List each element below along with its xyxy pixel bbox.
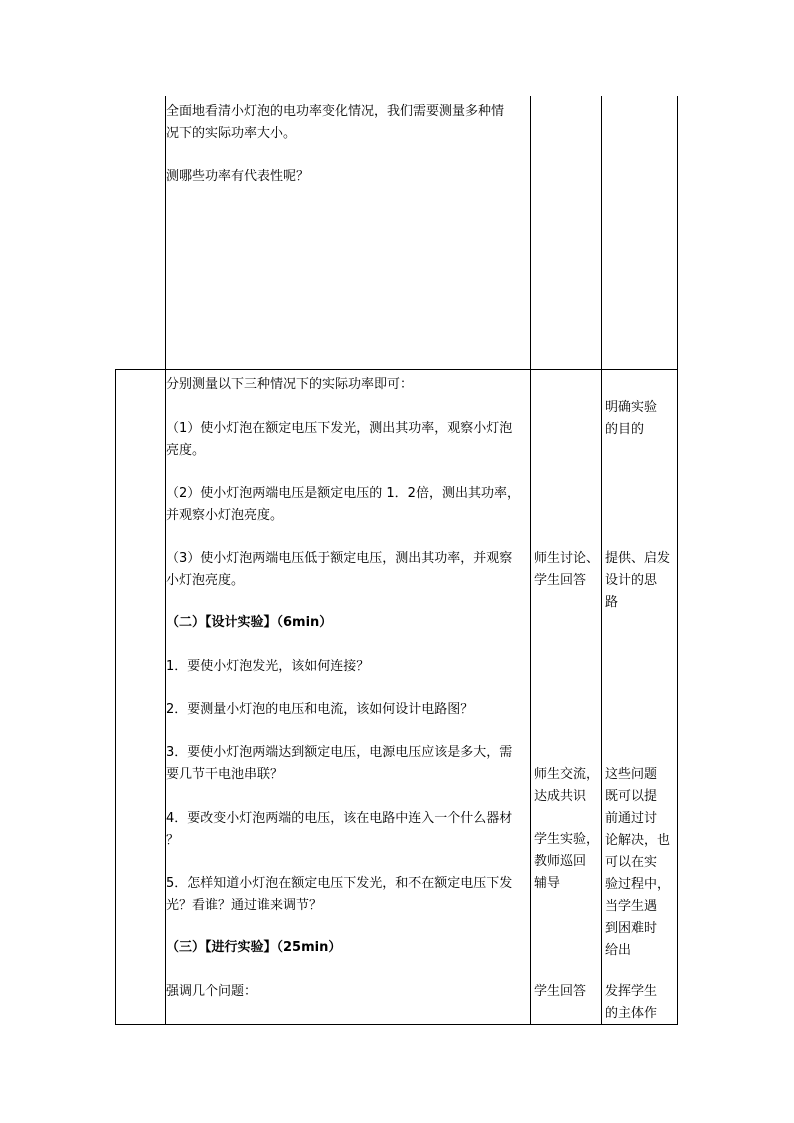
row2-case3-line-2: 小灯泡亮度。 [166,573,245,588]
activity-3-line-2: 教师巡回 [534,854,587,869]
intent-3-line-6: 验过程中， [605,877,671,892]
intent-2-line-1: 提供、启发 [605,551,671,566]
intent-2-line-3: 路 [605,595,619,610]
design-question-5-line-1: 5．怎样知道小灯泡在额定电压下发光，和不在额定电压下发 [166,876,513,891]
design-question-4-line-2: ？ [166,833,180,848]
activity-2-line-2: 达成共识 [534,789,587,804]
table-border-bottom [115,1024,678,1025]
design-question-4-line-1: 4．要改变小灯泡两端的电压，该在电路中连入一个什么器材 [166,811,513,826]
section-heading-design-experiment: （二）【设计实验】（6min） [166,615,333,630]
table-border-right [677,96,678,1025]
row2-case1-line-2: 亮度。 [166,443,206,458]
activity-4-line-1: 学生回答 [534,984,587,999]
intent-3-line-5: 可以在实 [605,855,658,870]
intent-1-line-2: 的目的 [605,422,645,437]
intent-4-line-1: 发挥学生 [605,984,658,999]
section-heading-conduct-experiment: （三）【进行实验】（25min） [166,940,342,955]
row2-case1-line-1: （1）使小灯泡在额定电压下发光，测出其功率，观察小灯泡 [166,421,513,436]
intent-3-line-3: 前通过讨 [605,811,658,826]
intent-3-line-9: 给出 [605,943,632,958]
column-divider-3 [601,96,602,1025]
activity-3-line-3: 辅导 [534,876,561,891]
column-divider-2 [530,96,531,1025]
activity-3-line-1: 学生实验， [534,832,600,847]
activity-2-line-1: 师生交流， [534,767,600,782]
intent-3-line-4: 论解决，也 [605,833,671,848]
design-question-2: 2．要测量小灯泡的电压和电流，该如何设计电路图？ [166,702,474,717]
intent-2-line-2: 设计的思 [605,573,658,588]
row2-intro: 分别测量以下三种情况下的实际功率即可： [166,377,414,392]
design-question-3-line-2: 要几节干电池串联？ [166,767,284,782]
row2-case2-line-1: （2）使小灯泡两端电压是额定电压的 1．2倍，测出其功率， [166,486,520,501]
row1-content-line-2: 况下的实际功率大小。 [166,126,297,141]
row1-content-line-3: 测哪些功率有代表性呢？ [166,169,310,184]
row2-case3-line-1: （3）使小灯泡两端电压低于额定电压，测出其功率，并观察 [166,551,513,566]
design-question-3-line-1: 3．要使小灯泡两端达到额定电压，电源电压应该是多大，需 [166,745,513,760]
intent-1-line-1: 明确实验 [605,400,658,415]
intent-3-line-1: 这些问题 [605,767,658,782]
design-question-5-line-2: 光？看谁？通过谁来调节？ [166,898,323,913]
intent-4-line-2: 的主体作 [605,1006,658,1021]
design-question-1: 1．要使小灯泡发光，该如何连接？ [166,659,370,674]
activity-1-line-1: 师生讨论、 [534,551,600,566]
intent-3-line-7: 当学生遇 [605,899,658,914]
row-divider [115,369,678,370]
intent-3-line-8: 到困难时 [605,921,658,936]
activity-1-line-2: 学生回答 [534,573,587,588]
row1-content-line-1: 全面地看清小灯泡的电功率变化情况，我们需要测量多种情 [166,104,505,119]
row2-case2-line-2: 并观察小灯泡亮度。 [166,508,284,523]
emphasis-line: 强调几个问题： [166,984,258,999]
table-border-left [115,370,116,1025]
intent-3-line-2: 既可以提 [605,789,658,804]
